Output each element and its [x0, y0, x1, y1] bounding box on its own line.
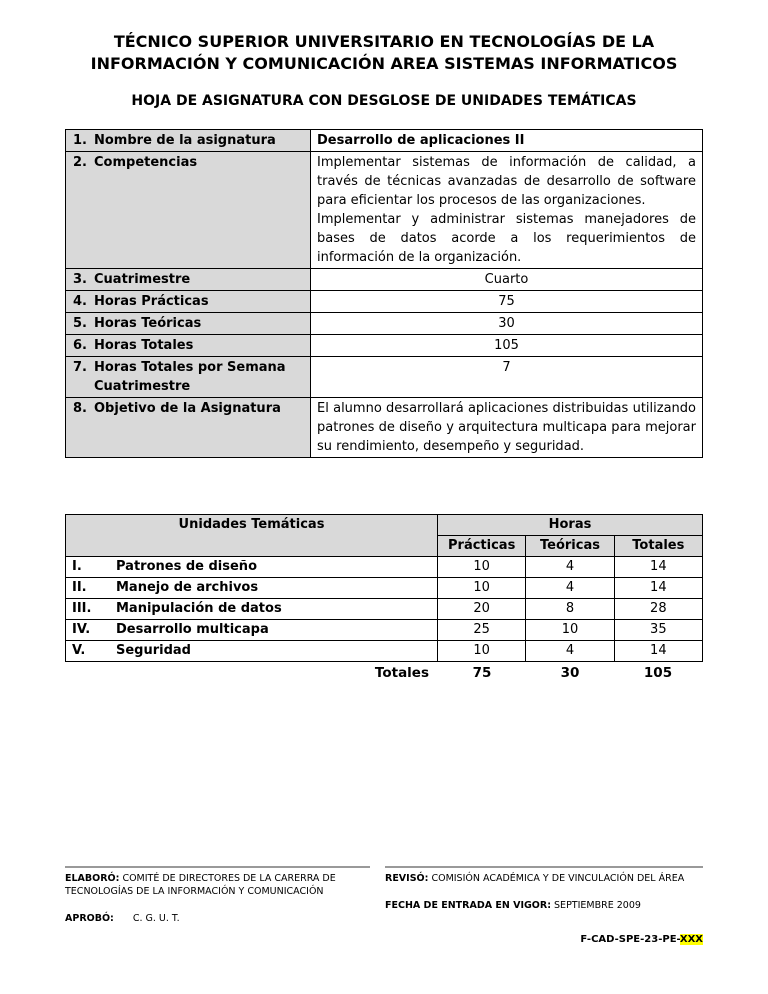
totals-practicas: 75	[472, 665, 492, 681]
unit-practicas: 10	[438, 557, 526, 578]
course-info-table	[65, 129, 703, 458]
units-header-main: Unidades Temáticas	[66, 515, 438, 557]
reviso-line	[385, 872, 703, 885]
row-value-objetivo: El alumno desarrollará aplicaciones distribuidas utilizando patrones de diseño y arquitectura multicapa para mejorar su rendimiento, desempeño y seguridad.	[311, 398, 703, 458]
units-header-horas: Horas	[438, 515, 703, 536]
units-header-totales: Totales	[614, 536, 702, 557]
unit-totales: 14	[614, 557, 702, 578]
table-row	[66, 152, 703, 269]
row-label-horas-practicas	[66, 291, 311, 313]
unit-name-cell	[66, 557, 438, 578]
unit-teoricas: 4	[526, 641, 614, 662]
form-code-highlighted: XXX	[679, 934, 703, 945]
row-label-text: Horas Teóricas	[94, 316, 202, 331]
row-label-competencias	[66, 152, 311, 269]
row-value-horas-practicas: 75	[311, 291, 703, 313]
table-row	[66, 398, 703, 458]
unit-numeral: I.	[72, 559, 82, 574]
unit-name: Manejo de archivos	[116, 580, 259, 595]
unit-name-cell	[66, 599, 438, 620]
page-content	[65, 0, 703, 683]
unit-name: Manipulación de datos	[116, 601, 282, 616]
units-totals-row	[65, 663, 703, 683]
reviso-text: COMISIÓN ACADÉMICA Y DE VINCULACIÓN DEL ÁREA	[431, 873, 685, 884]
unit-name-cell	[66, 641, 438, 662]
unit-totales: 35	[614, 620, 702, 641]
totals-totales: 105	[643, 665, 673, 681]
row-label-cuatrimestre	[66, 269, 311, 291]
unit-row	[66, 557, 703, 578]
footer-right-column	[385, 866, 703, 925]
unit-practicas: 25	[438, 620, 526, 641]
row-label-text: Competencias	[94, 155, 198, 170]
aprobo-label: APROBÓ:	[65, 913, 114, 924]
row-label-horas-teoricas	[66, 313, 311, 335]
unit-practicas: 20	[438, 599, 526, 620]
row-number: 8.	[73, 401, 87, 416]
competencias-paragraph-2: Implementar y administrar sistemas manejadores de bases de datos acorde a los requerimientos de información de la organización.	[317, 212, 696, 265]
row-number: 3.	[73, 272, 87, 287]
document-title-line2: INFORMACIÓN Y COMUNICACIÓN AREA SISTEMAS INFORMATICOS	[90, 54, 678, 73]
table-row	[66, 313, 703, 335]
competencias-paragraph-1: Implementar sistemas de información de calidad, a través de técnicas avanzadas de desarrollo de software para eficientar los procesos de las organizaciones.	[317, 155, 696, 208]
document-subtitle: HOJA DE ASIGNATURA CON DESGLOSE DE UNIDADES TEMÁTICAS	[131, 93, 637, 109]
row-value-cuatrimestre: Cuarto	[311, 269, 703, 291]
fecha-label: FECHA DE ENTRADA EN VIGOR:	[385, 900, 551, 911]
unit-teoricas: 10	[526, 620, 614, 641]
row-label-horas-semana	[66, 357, 311, 398]
unit-teoricas: 4	[526, 578, 614, 599]
row-label-objetivo	[66, 398, 311, 458]
row-value-horas-teoricas: 30	[311, 313, 703, 335]
document-title-line1: TÉCNICO SUPERIOR UNIVERSITARIO EN TECNOLOGÍAS DE LA	[113, 32, 655, 51]
row-number: 2.	[73, 155, 87, 170]
row-label-text: Horas Prácticas	[94, 294, 209, 309]
form-code	[580, 934, 703, 945]
unit-name-cell	[66, 620, 438, 641]
table-row	[66, 269, 703, 291]
unit-numeral: IV.	[72, 622, 91, 637]
totals-teoricas: 30	[560, 665, 580, 681]
elaboro-text: COMITÉ DE DIRECTORES DE LA CARERRA DE TECNOLOGÍAS DE LA INFORMACIÓN Y COMUNICACIÓN	[65, 873, 336, 897]
table-row	[66, 357, 703, 398]
row-label-horas-totales	[66, 335, 311, 357]
units-header-teoricas: Teóricas	[526, 536, 614, 557]
aprobo-text: C. G. U. T.	[132, 913, 180, 924]
unit-numeral: II.	[72, 580, 87, 595]
row-label-text: Horas Totales	[94, 338, 194, 353]
unit-practicas: 10	[438, 578, 526, 599]
unit-name: Seguridad	[116, 643, 191, 658]
table-row	[66, 130, 703, 152]
row-value-nombre: Desarrollo de aplicaciones II	[311, 130, 703, 152]
signature-footer	[65, 866, 703, 925]
elaboro-label: ELABORÓ:	[65, 873, 120, 884]
unit-practicas: 10	[438, 641, 526, 662]
row-label-text: Horas Totales por Semana Cuatrimestre	[94, 360, 286, 394]
row-number: 5.	[73, 316, 87, 331]
units-header-row	[66, 515, 703, 536]
unit-numeral: III.	[72, 601, 92, 616]
unit-row	[66, 599, 703, 620]
unit-row	[66, 620, 703, 641]
aprobo-line	[65, 912, 370, 925]
unit-row	[66, 578, 703, 599]
totals-label: Totales	[374, 665, 429, 681]
row-label-nombre	[66, 130, 311, 152]
unit-teoricas: 4	[526, 557, 614, 578]
fecha-line	[385, 899, 703, 912]
row-value-horas-totales: 105	[311, 335, 703, 357]
unit-totales: 14	[614, 641, 702, 662]
row-label-text: Nombre de la asignatura	[94, 133, 276, 148]
thematic-units-table	[65, 514, 703, 662]
footer-left-column	[65, 866, 370, 925]
document-title	[65, 31, 703, 75]
row-value-horas-semana: 7	[311, 357, 703, 398]
unit-name-cell	[66, 578, 438, 599]
elaboro-line	[65, 872, 370, 898]
fecha-text: SEPTIEMBRE 2009	[554, 900, 641, 911]
row-label-text: Objetivo de la Asignatura	[94, 401, 281, 416]
unit-numeral: V.	[72, 643, 86, 658]
row-label-text: Cuatrimestre	[94, 272, 191, 287]
table-row	[66, 291, 703, 313]
unit-totales: 14	[614, 578, 702, 599]
row-value-competencias	[311, 152, 703, 269]
row-number: 7.	[73, 360, 87, 375]
unit-name: Desarrollo multicapa	[116, 622, 269, 637]
table-row	[66, 335, 703, 357]
row-number: 6.	[73, 338, 87, 353]
unit-teoricas: 8	[526, 599, 614, 620]
unit-totales: 28	[614, 599, 702, 620]
row-number: 4.	[73, 294, 87, 309]
units-header-practicas: Prácticas	[438, 536, 526, 557]
row-number: 1.	[73, 133, 87, 148]
form-code-prefix: F-CAD-SPE-23-PE-	[580, 934, 680, 945]
unit-row	[66, 641, 703, 662]
unit-name: Patrones de diseño	[116, 559, 257, 574]
reviso-label: REVISÓ:	[385, 873, 429, 884]
